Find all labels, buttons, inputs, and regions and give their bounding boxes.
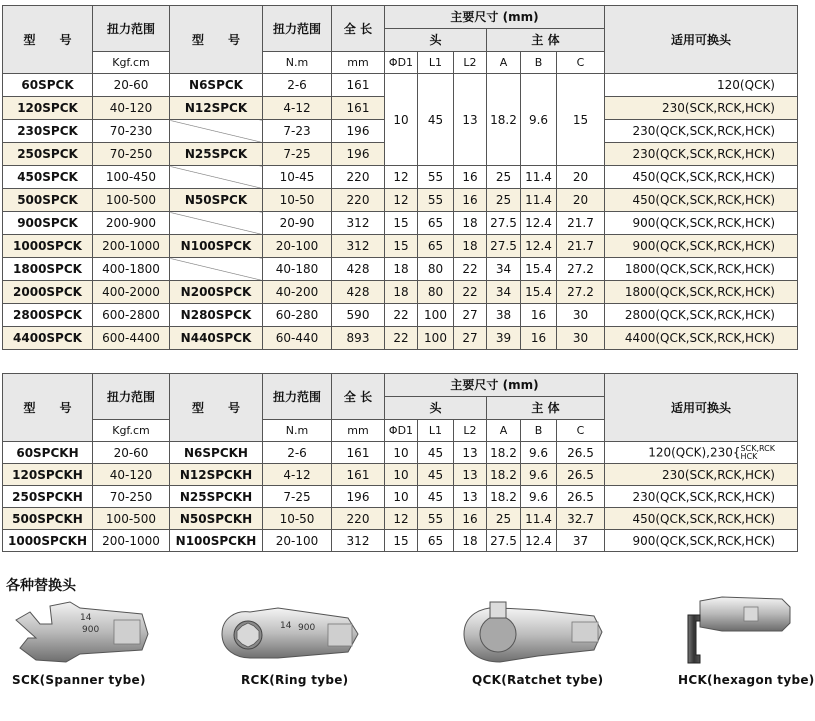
- cell-dim-l2: 13: [454, 74, 487, 166]
- header-body: 主 体: [487, 29, 605, 52]
- cell-torque-kgf: 70-230: [93, 120, 170, 143]
- cell-dim-l1: 100: [418, 304, 454, 327]
- cell-torque-nm: 7-23: [263, 120, 332, 143]
- cell-fit-head: [605, 189, 798, 212]
- cell-dim-l1: 80: [418, 258, 454, 281]
- cell-dim-l1: 45: [418, 442, 454, 464]
- cell-dim-d1: 10: [385, 486, 418, 508]
- cell-dim-b: 9.6: [521, 74, 557, 166]
- cell-model: 500SPCK: [3, 189, 93, 212]
- cell-dim-b: 12.4: [521, 530, 557, 552]
- hexagon-head-icon: [678, 585, 796, 670]
- fit-head-text: 450(QCK,SCK,RCK,HCK): [632, 193, 775, 207]
- table-row: [3, 189, 798, 212]
- header-model-n: 型 号: [170, 374, 263, 442]
- cell-dim-b: 15.4: [521, 281, 557, 304]
- table-row: [3, 442, 798, 464]
- header-d1: ΦD1: [385, 420, 418, 442]
- header-torque-kgf: 扭力范围: [93, 6, 170, 52]
- table-row: [3, 508, 798, 530]
- fit-head-text: 1800(QCK,SCK,RCK,HCK): [624, 262, 775, 276]
- cell-model-n: N280SPCK: [170, 304, 263, 327]
- cell-dim-l1: 80: [418, 281, 454, 304]
- fit-head-text: 2800(QCK,SCK,RCK,HCK): [624, 308, 775, 322]
- cell-dim-a: 27.5: [487, 212, 521, 235]
- unit-kgf: Kgf.cm: [93, 52, 170, 74]
- fit-head-text: 230(QCK,SCK,RCK,HCK): [632, 124, 775, 138]
- fit-head-text: 4400(QCK,SCK,RCK,HCK): [624, 331, 775, 345]
- cell-model: 120SPCK: [3, 97, 93, 120]
- cell-dim-l2: 16: [454, 189, 487, 212]
- cell-model-n: N100SPCK: [170, 235, 263, 258]
- ring-head-icon: [218, 600, 368, 668]
- table-row: [3, 464, 798, 486]
- cell-model-n: N25SPCKH: [170, 486, 263, 508]
- cell-torque-nm: 4-12: [263, 97, 332, 120]
- cell-dim-c: 32.7: [557, 508, 605, 530]
- cell-model: 4400SPCK: [3, 327, 93, 350]
- header-model: 型 号: [3, 374, 93, 442]
- cell-model: 900SPCK: [3, 212, 93, 235]
- cell-model: 2800SPCK: [3, 304, 93, 327]
- cell-length: 220: [332, 189, 385, 212]
- ring-head-label: RCK(Ring tybe): [241, 673, 349, 687]
- cell-dim-d1: 22: [385, 327, 418, 350]
- cell-dim-l2: 22: [454, 258, 487, 281]
- spanner-head-label: SCK(Spanner tybe): [12, 673, 146, 687]
- table-row: [3, 530, 798, 552]
- cell-fit-head: [605, 212, 798, 235]
- cell-dim-l1: 45: [418, 486, 454, 508]
- unit-nm: N.m: [263, 52, 332, 74]
- cell-fit-head: [605, 97, 798, 120]
- cell-fit-head: [605, 304, 798, 327]
- spanner-head-icon: [10, 598, 160, 668]
- cell-torque-kgf: 100-500: [93, 508, 170, 530]
- cell-dim-d1: 10: [385, 442, 418, 464]
- table-row: [3, 74, 798, 97]
- cell-length: 220: [332, 166, 385, 189]
- cell-dim-a: 38: [487, 304, 521, 327]
- fit-head-text: 1800(QCK,SCK,RCK,HCK): [624, 285, 775, 299]
- cell-dim-d1: 10: [385, 74, 418, 166]
- cell-dim-c: 26.5: [557, 486, 605, 508]
- cell-dim-d1: 15: [385, 212, 418, 235]
- table-row: [3, 212, 798, 235]
- fit-head-text: 900(QCK,SCK,RCK,HCK): [632, 239, 775, 253]
- cell-dim-b: 11.4: [521, 508, 557, 530]
- cell-dim-b: 16: [521, 304, 557, 327]
- table-row: [3, 304, 798, 327]
- header-main-dims: 主要尺寸 (mm): [385, 374, 605, 397]
- cell-torque-nm: 10-50: [263, 508, 332, 530]
- cell-length: 196: [332, 486, 385, 508]
- cell-model-n: N50SPCKH: [170, 508, 263, 530]
- cell-torque-kgf: 40-120: [93, 97, 170, 120]
- header-torque-kgf: 扭力范围: [93, 374, 170, 420]
- cell-model: 2000SPCK: [3, 281, 93, 304]
- cell-dim-a: 27.5: [487, 530, 521, 552]
- cell-dim-a: 18.2: [487, 486, 521, 508]
- cell-torque-kgf: 600-2800: [93, 304, 170, 327]
- cell-torque-kgf: 100-500: [93, 189, 170, 212]
- cell-dim-d1: 10: [385, 464, 418, 486]
- cell-dim-l2: 13: [454, 486, 487, 508]
- table-row: [3, 258, 798, 281]
- cell-model-n: N12SPCKH: [170, 464, 263, 486]
- cell-dim-b: 12.4: [521, 235, 557, 258]
- header-a: A: [487, 420, 521, 442]
- cell-dim-c: 27.2: [557, 281, 605, 304]
- cell-dim-l2: 16: [454, 166, 487, 189]
- unit-kgf: Kgf.cm: [93, 420, 170, 442]
- cell-dim-b: 12.4: [521, 212, 557, 235]
- cell-dim-l2: 13: [454, 464, 487, 486]
- cell-torque-nm: 20-100: [263, 235, 332, 258]
- cell-dim-c: 15: [557, 74, 605, 166]
- fit-head-text: 230(QCK,SCK,RCK,HCK): [632, 147, 775, 161]
- unit-mm: mm: [332, 420, 385, 442]
- cell-fit-head: [605, 166, 798, 189]
- cell-fit-head: [605, 258, 798, 281]
- header-head: 头: [385, 397, 487, 420]
- cell-dim-a: 39: [487, 327, 521, 350]
- cell-torque-nm: 10-45: [263, 166, 332, 189]
- cell-torque-nm: 2-6: [263, 74, 332, 97]
- cell-torque-nm: 7-25: [263, 486, 332, 508]
- header-main-dims: 主要尺寸 (mm): [385, 6, 605, 29]
- header-fit-head: 适用可换头: [605, 374, 798, 442]
- table-row: [3, 486, 798, 508]
- cell-model-n: N50SPCK: [170, 189, 263, 212]
- cell-torque-nm: 4-12: [263, 464, 332, 486]
- cell-length: 220: [332, 508, 385, 530]
- cell-dim-d1: 12: [385, 189, 418, 212]
- cell-model: 1800SPCK: [3, 258, 93, 281]
- cell-dim-l2: 18: [454, 212, 487, 235]
- cell-model-n: N25SPCK: [170, 143, 263, 166]
- header-body: 主 体: [487, 397, 605, 420]
- cell-dim-l2: 22: [454, 281, 487, 304]
- fit-head-text: 120(QCK),230{: [648, 445, 741, 459]
- cell-length: 312: [332, 212, 385, 235]
- cell-length: 312: [332, 530, 385, 552]
- cell-length: 590: [332, 304, 385, 327]
- cell-dim-c: 26.5: [557, 442, 605, 464]
- header-torque-nm: 扭力范围: [263, 374, 332, 420]
- cell-dim-c: 26.5: [557, 464, 605, 486]
- cell-torque-nm: 10-50: [263, 189, 332, 212]
- cell-dim-c: 30: [557, 327, 605, 350]
- fit-head-options: [741, 445, 775, 461]
- cell-dim-c: 27.2: [557, 258, 605, 281]
- cell-dim-d1: 12: [385, 166, 418, 189]
- cell-model-n-empty: [170, 166, 263, 189]
- cell-dim-l1: 55: [418, 508, 454, 530]
- cell-dim-a: 18.2: [487, 442, 521, 464]
- cell-torque-nm: 60-280: [263, 304, 332, 327]
- cell-model-n: N6SPCKH: [170, 442, 263, 464]
- cell-dim-l1: 55: [418, 166, 454, 189]
- fit-head-text: 900(QCK,SCK,RCK,HCK): [632, 533, 775, 548]
- header-l2: L2: [454, 420, 487, 442]
- header-d1: ΦD1: [385, 52, 418, 74]
- unit-nm: N.m: [263, 420, 332, 442]
- cell-torque-kgf: 200-1000: [93, 530, 170, 552]
- header-length: 全 长: [332, 6, 385, 52]
- cell-torque-kgf: 40-120: [93, 464, 170, 486]
- cell-dim-l1: 65: [418, 235, 454, 258]
- header-c: C: [557, 420, 605, 442]
- cell-fit-head: [605, 508, 798, 530]
- cell-length: 161: [332, 97, 385, 120]
- cell-torque-kgf: 400-2000: [93, 281, 170, 304]
- fit-head-text: 230(QCK,SCK,RCK,HCK): [632, 489, 775, 504]
- ring-stamp-value: 900: [298, 623, 316, 633]
- cell-dim-l1: 45: [418, 74, 454, 166]
- header-torque-nm: 扭力范围: [263, 6, 332, 52]
- cell-fit-head: [605, 464, 798, 486]
- cell-torque-nm: 40-180: [263, 258, 332, 281]
- cell-torque-kgf: 200-900: [93, 212, 170, 235]
- header-b: B: [521, 420, 557, 442]
- cell-fit-head: [605, 120, 798, 143]
- table-row: [3, 235, 798, 258]
- cell-dim-l2: 18: [454, 235, 487, 258]
- cell-dim-a: 18.2: [487, 464, 521, 486]
- cell-torque-kgf: 100-450: [93, 166, 170, 189]
- cell-dim-a: 25: [487, 508, 521, 530]
- cell-torque-nm: 2-6: [263, 442, 332, 464]
- cell-model-n: N6SPCK: [170, 74, 263, 97]
- spanner-stamp-value: 900: [82, 625, 100, 635]
- cell-fit-head: [605, 327, 798, 350]
- table-row: [3, 281, 798, 304]
- ratchet-head-icon: [460, 596, 610, 668]
- cell-dim-c: 20: [557, 189, 605, 212]
- header-model-n: 型 号: [170, 6, 263, 74]
- cell-model: 1000SPCKH: [3, 530, 93, 552]
- cell-dim-b: 11.4: [521, 189, 557, 212]
- ring-stamp-size: 14: [280, 621, 292, 631]
- cell-fit-head: [605, 530, 798, 552]
- cell-model: 250SPCK: [3, 143, 93, 166]
- cell-dim-a: 34: [487, 258, 521, 281]
- cell-fit-head: [605, 143, 798, 166]
- cell-torque-kgf: 20-60: [93, 442, 170, 464]
- cell-length: 161: [332, 74, 385, 97]
- fit-head-text: 230(SCK,RCK,HCK): [661, 467, 775, 482]
- cell-torque-nm: 60-440: [263, 327, 332, 350]
- fit-head-text: 450(QCK,SCK,RCK,HCK): [632, 170, 775, 184]
- cell-dim-d1: 12: [385, 508, 418, 530]
- cell-fit-head: [605, 235, 798, 258]
- header-fit-head: 适用可换头: [605, 6, 798, 74]
- cell-length: 312: [332, 235, 385, 258]
- cell-model-n: N200SPCK: [170, 281, 263, 304]
- cell-dim-b: 16: [521, 327, 557, 350]
- cell-model-n: N12SPCK: [170, 97, 263, 120]
- cell-torque-nm: 20-90: [263, 212, 332, 235]
- cell-model: 60SPCK: [3, 74, 93, 97]
- ratchet-head-label: QCK(Ratchet tybe): [472, 673, 604, 687]
- cell-model: 60SPCKH: [3, 442, 93, 464]
- hexagon-head-label: HCK(hexagon tybe): [678, 673, 815, 687]
- cell-length: 196: [332, 120, 385, 143]
- cell-model-n: N100SPCKH: [170, 530, 263, 552]
- header-l1: L1: [418, 52, 454, 74]
- cell-torque-nm: 7-25: [263, 143, 332, 166]
- cell-model: 450SPCK: [3, 166, 93, 189]
- cell-fit-head: [605, 74, 798, 97]
- cell-dim-d1: 18: [385, 281, 418, 304]
- cell-model: 120SPCKH: [3, 464, 93, 486]
- cell-dim-b: 15.4: [521, 258, 557, 281]
- cell-dim-c: 21.7: [557, 235, 605, 258]
- cell-torque-kgf: 70-250: [93, 143, 170, 166]
- cell-dim-l1: 45: [418, 464, 454, 486]
- cell-model: 500SPCKH: [3, 508, 93, 530]
- cell-dim-l2: 13: [454, 442, 487, 464]
- header-a: A: [487, 52, 521, 74]
- cell-model-n: N440SPCK: [170, 327, 263, 350]
- cell-dim-a: 25: [487, 166, 521, 189]
- cell-dim-l2: 27: [454, 327, 487, 350]
- cell-model: 1000SPCK: [3, 235, 93, 258]
- cell-fit-head: [605, 442, 798, 464]
- cell-model-n-empty: [170, 258, 263, 281]
- cell-fit-head: [605, 486, 798, 508]
- table-row: [3, 166, 798, 189]
- cell-dim-d1: 22: [385, 304, 418, 327]
- cell-model: 230SPCK: [3, 120, 93, 143]
- cell-model-n-empty: [170, 120, 263, 143]
- cell-dim-l2: 18: [454, 530, 487, 552]
- header-length: 全 长: [332, 374, 385, 420]
- spanner-stamp-size: 14: [80, 613, 92, 623]
- cell-torque-kgf: 200-1000: [93, 235, 170, 258]
- cell-torque-kgf: 400-1800: [93, 258, 170, 281]
- cell-fit-head: [605, 281, 798, 304]
- header-model: 型 号: [3, 6, 93, 74]
- cell-dim-b: 9.6: [521, 442, 557, 464]
- cell-dim-c: 37: [557, 530, 605, 552]
- cell-dim-d1: 15: [385, 530, 418, 552]
- fit-head-option-2: HCK: [740, 451, 758, 461]
- fit-head-text: 450(QCK,SCK,RCK,HCK): [632, 511, 775, 526]
- cell-length: 161: [332, 464, 385, 486]
- heads-section-title: 各种替换头: [6, 578, 76, 594]
- cell-dim-a: 18.2: [487, 74, 521, 166]
- cell-dim-l1: 55: [418, 189, 454, 212]
- cell-dim-l2: 27: [454, 304, 487, 327]
- cell-dim-a: 34: [487, 281, 521, 304]
- fit-head-text: 900(QCK,SCK,RCK,HCK): [632, 216, 775, 230]
- header-l2: L2: [454, 52, 487, 74]
- cell-dim-b: 9.6: [521, 464, 557, 486]
- cell-dim-a: 27.5: [487, 235, 521, 258]
- cell-length: 196: [332, 143, 385, 166]
- cell-dim-d1: 18: [385, 258, 418, 281]
- cell-dim-l1: 65: [418, 212, 454, 235]
- cell-length: 428: [332, 258, 385, 281]
- cell-model: 250SPCKH: [3, 486, 93, 508]
- cell-dim-c: 20: [557, 166, 605, 189]
- cell-dim-c: 21.7: [557, 212, 605, 235]
- header-c: C: [557, 52, 605, 74]
- cell-dim-b: 9.6: [521, 486, 557, 508]
- cell-torque-nm: 40-200: [263, 281, 332, 304]
- fit-head-option-1: SCK,RCK: [740, 443, 775, 453]
- cell-dim-l2: 16: [454, 508, 487, 530]
- cell-dim-b: 11.4: [521, 166, 557, 189]
- cell-length: 893: [332, 327, 385, 350]
- cell-length: 161: [332, 442, 385, 464]
- cell-dim-d1: 15: [385, 235, 418, 258]
- fit-head-text: 230(SCK,RCK,HCK): [661, 101, 775, 115]
- cell-torque-kgf: 600-4400: [93, 327, 170, 350]
- unit-mm: mm: [332, 52, 385, 74]
- header-l1: L1: [418, 420, 454, 442]
- spec-table-spck: [2, 5, 798, 350]
- header-head: 头: [385, 29, 487, 52]
- table-row: [3, 327, 798, 350]
- cell-torque-kgf: 70-250: [93, 486, 170, 508]
- cell-dim-a: 25: [487, 189, 521, 212]
- header-b: B: [521, 52, 557, 74]
- cell-dim-l1: 65: [418, 530, 454, 552]
- spec-table-spckh: [2, 373, 798, 552]
- cell-torque-kgf: 20-60: [93, 74, 170, 97]
- cell-length: 428: [332, 281, 385, 304]
- cell-dim-c: 30: [557, 304, 605, 327]
- cell-torque-nm: 20-100: [263, 530, 332, 552]
- fit-head-text: 120(QCK): [717, 78, 775, 92]
- cell-model-n-empty: [170, 212, 263, 235]
- cell-dim-l1: 100: [418, 327, 454, 350]
